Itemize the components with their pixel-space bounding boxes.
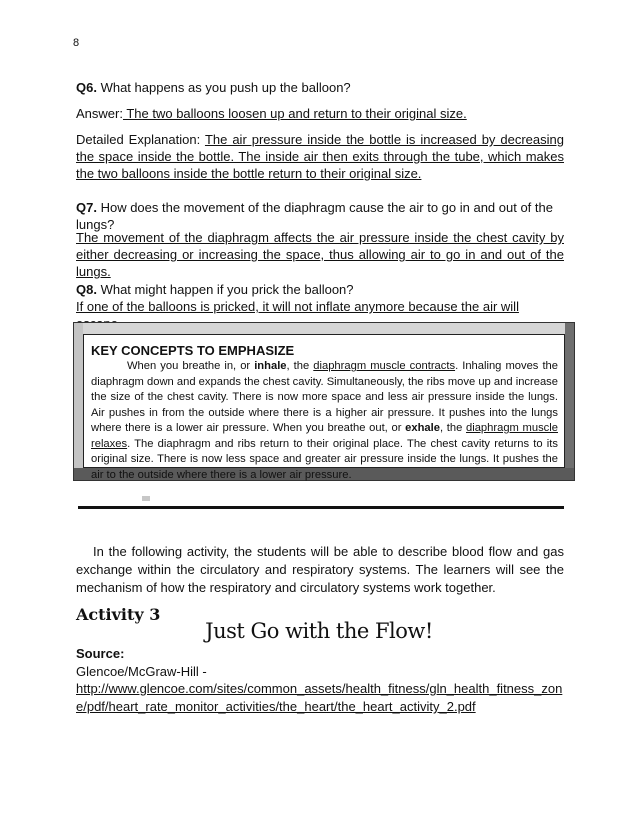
explanation-6 bbox=[76, 131, 564, 182]
question-8-text: What might happen if you prick the balloon? bbox=[96, 282, 354, 297]
exhale-term: exhale bbox=[405, 422, 440, 434]
question-7-label: Q7. bbox=[76, 200, 97, 215]
question-7 bbox=[76, 199, 564, 233]
answer-8: If one of the balloons is pricked, it will not inflate anymore because the air will bbox=[76, 299, 519, 314]
intro-paragraph: In the following activity, the students will be able to describe blood flow and gas exchange within the circulatory and respiratory systems. The learners will see the mechanism of how the respiratory and circulatory systems work together. bbox=[76, 544, 564, 595]
source-label: Source: bbox=[76, 646, 125, 661]
relaxes-term: diaphragm muscle relaxes bbox=[91, 422, 558, 450]
contracts-term: diaphragm muscle contracts bbox=[313, 360, 456, 372]
source-link[interactable]: http://www.glencoe.com/sites/common_assets/health_fitness/gln_health_fitness_zone/pdf/heart_rate_monitor_activities/the_heart/the_heart_activity_2.pdf bbox=[76, 681, 563, 714]
answer-7: The movement of the diaphragm affects the air pressure inside the chest cavity by either decreasing or increasing the space, thus allowing air to go in and out of the lungs. bbox=[76, 230, 564, 279]
key-concepts-text: When you breathe in, or inhale, the diaphragm muscle contracts. Inhaling moves the diaphragm down and expands the chest cavity. Simultaneously, the ribs move up and increase the size of the chest cavity. There is now more space and less air pressure inside the lungs. Air pushes in from the outside where there is a higher air pressure. It pushes into the lungs where there is a lower air pressure. When you breathe out, or exhale, the diaphragm muscle relaxes. The diaphragm and ribs return to their original place. The chest cavity returns to its original size. There is now less space and greater air pressure inside the lungs. It pushes the air to the outside where there is a lower air pressure. bbox=[91, 360, 558, 481]
question-6 bbox=[76, 79, 564, 96]
question-8 bbox=[76, 281, 564, 298]
key-concepts-content bbox=[83, 334, 565, 481]
answer-6-text: The two balloons loosen up and return to their original size. bbox=[122, 106, 467, 121]
question-8-label: Q8. bbox=[76, 282, 97, 297]
page-number: 8 bbox=[73, 37, 80, 49]
activity-label: Activity 3 bbox=[76, 605, 161, 624]
answer-6 bbox=[76, 105, 564, 122]
explanation-6-text: The air pressure inside the bottle is increased by decreasing the space inside the bottle. The inside air then exits through the tube, which makes the two balloons inside the bottle return to their original size. bbox=[76, 132, 564, 181]
explanation-6-label: Detailed Explanation: bbox=[76, 132, 205, 147]
question-7-text: How does the movement of the diaphragm cause the air to go in and out of the lungs? bbox=[76, 200, 553, 232]
activity-title: Just Go with the Flow! bbox=[205, 619, 433, 643]
question-6-text: What happens as you push up the balloon? bbox=[96, 80, 351, 95]
key-concepts-title: KEY CONCEPTS TO EMPHASIZE bbox=[91, 343, 295, 358]
inhale-term: inhale bbox=[254, 360, 287, 372]
divider-line bbox=[78, 506, 564, 509]
small-square-mark bbox=[142, 496, 150, 501]
question-6-label: Q6. bbox=[76, 80, 97, 95]
key-concepts-box bbox=[73, 322, 575, 481]
answer-6-label: Answer: bbox=[76, 106, 123, 121]
source-publisher: Glencoe/McGraw-Hill - bbox=[76, 664, 207, 679]
